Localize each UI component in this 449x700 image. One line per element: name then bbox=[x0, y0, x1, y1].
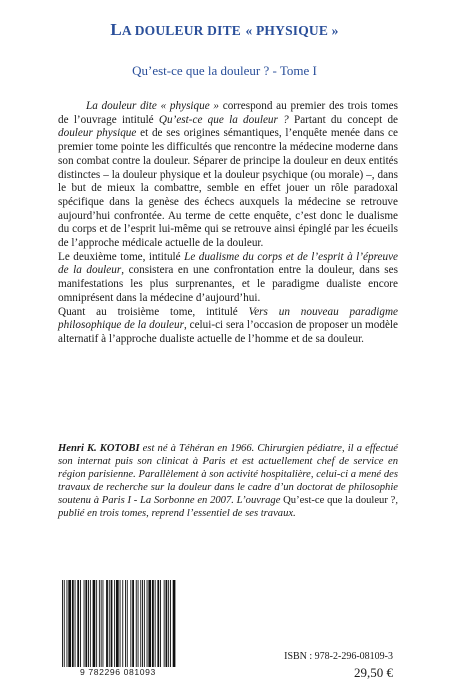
text-run: Partant du concept de bbox=[288, 113, 398, 126]
barcode-bar bbox=[173, 580, 176, 668]
barcode-bar bbox=[147, 580, 148, 668]
text-run: Le dualisme du corps et de l’esprit à l’épreuve de la douleur bbox=[58, 250, 399, 277]
barcode-bar bbox=[140, 580, 141, 668]
barcode-bar bbox=[88, 580, 89, 668]
barcode-bar bbox=[127, 580, 128, 668]
barcode-bar bbox=[116, 580, 119, 668]
barcode-bar bbox=[142, 580, 143, 668]
barcode-bar bbox=[85, 580, 87, 668]
summary-paragraph-2 bbox=[58, 251, 398, 306]
book-title: LA DOULEUR DITE « PHYSIQUE » bbox=[110, 20, 339, 39]
text-run: correspond au premier des trois tomes de l’ouvrage intitulé bbox=[58, 100, 398, 126]
barcode-digits: 9 782296 081093 bbox=[58, 667, 178, 677]
barcode-bar bbox=[120, 580, 121, 668]
barcode-bar bbox=[68, 580, 71, 668]
author-bio-text: est né à Téhéran en 1966. Chirurgien pédiatre, il a effectué son internat puis son clinicat à Paris et est actuellement chef de service en région parisienne. Parallèlement à son activité hospitalière, celui-ci a mené des travaux de recherche sur la douleur dans le cadre d’un doctorat de philosophie soutenu à Paris I - La Sorbonne en 2007. L’ouvrage bbox=[58, 443, 399, 506]
author-bio-end: , publié en trois tomes, reprend l’essentiel de ses travaux. bbox=[58, 495, 398, 519]
text-run: Qu’est-ce que la douleur ? bbox=[158, 113, 289, 126]
text-run: Quant au troisième tome, intitulé bbox=[58, 305, 249, 318]
summary-paragraph-3 bbox=[58, 306, 398, 347]
text-run: Le deuxième tome, intitulé bbox=[58, 250, 185, 263]
barcode-bar bbox=[109, 580, 110, 668]
barcode-bar bbox=[72, 580, 74, 668]
barcode-bar bbox=[148, 580, 151, 668]
barcode-bar bbox=[96, 580, 97, 668]
barcode-bar bbox=[90, 580, 91, 668]
summary-paragraph-1 bbox=[58, 100, 398, 251]
barcode-bar bbox=[111, 580, 113, 668]
text-run: , consistera en une confrontation entre la douleur, dans ses manifestations les plus surprenantes, et le paradigme dualiste encore omniprésent dans la médecine d’aujourd’hui. bbox=[58, 264, 398, 304]
book-subtitle: Qu’est-ce que la douleur ? - Tome I bbox=[132, 63, 317, 78]
barcode-bar bbox=[152, 580, 154, 668]
text-run: douleur physique bbox=[58, 127, 137, 140]
barcode-bar bbox=[99, 580, 100, 668]
barcode-bar bbox=[132, 580, 134, 668]
price: 29,50 € bbox=[354, 665, 393, 680]
barcode-bar bbox=[101, 580, 102, 668]
barcode-bar bbox=[62, 580, 63, 668]
text-run: Vers un nouveau paradigme philosophique de la douleur bbox=[58, 305, 398, 332]
text-run: La douleur dite « physique » bbox=[86, 100, 220, 112]
barcode-bar bbox=[80, 580, 81, 668]
barcode-bar bbox=[75, 580, 76, 668]
barcode-bar bbox=[93, 580, 96, 668]
barcode-bar bbox=[106, 580, 108, 668]
barcode-bar bbox=[155, 580, 156, 668]
barcode-bar bbox=[125, 580, 126, 668]
barcode-bar bbox=[164, 580, 165, 668]
barcode bbox=[58, 580, 178, 678]
barcode-bar bbox=[77, 580, 79, 668]
barcode-bar bbox=[138, 580, 139, 668]
barcode-bar bbox=[122, 580, 123, 668]
barcode-bar bbox=[64, 580, 65, 668]
barcode-bar bbox=[168, 580, 169, 668]
barcode-bar bbox=[67, 580, 68, 668]
barcode-bar bbox=[160, 580, 161, 668]
barcode-bar bbox=[84, 580, 85, 668]
author-bio bbox=[58, 442, 398, 520]
barcode-bars bbox=[58, 580, 178, 668]
isbn: ISBN : 978-2-296-08109-3 bbox=[284, 651, 393, 662]
author-name: Henri K. KOTOBI bbox=[58, 443, 140, 454]
barcode-bar bbox=[103, 580, 104, 668]
barcode-bar bbox=[166, 580, 168, 668]
author-book-title: Qu’est-ce que la douleur ? bbox=[283, 495, 396, 506]
barcode-bar bbox=[136, 580, 137, 668]
text-run: , celui-ci sera l’occasion de proposer un modèle alternatif à l’approche dualiste actuelle de l’homme et de sa douleur. bbox=[58, 319, 398, 345]
barcode-bar bbox=[144, 580, 145, 668]
barcode-bar bbox=[114, 580, 115, 668]
summary-text bbox=[58, 100, 398, 347]
barcode-bar bbox=[170, 580, 171, 668]
barcode-bar bbox=[157, 580, 159, 668]
barcode-bar bbox=[130, 580, 131, 668]
text-run: et de ses origines sémantiques, l’enquête menée dans ce premier tome pointe les difficultés que rencontre la médecine moderne dans son combat contre la douleur. Séparer de principe la douleur en deux entités distinctes – la douleur physique et la douleur psychique (ou morale) –, dans le but de mieux la combattre, semble en effet jouer un rôle paradoxal spécifique dans la genèse des échecs auxquels la médecine se retrouve aujourd’hui confrontée. Au terme de cette enquête, c’est donc le dualisme du corps et de l’esprit lui-même qui se retrouve ainsi épinglé par les écueils de l’approche médicale actuelle de la douleur. bbox=[58, 127, 398, 250]
